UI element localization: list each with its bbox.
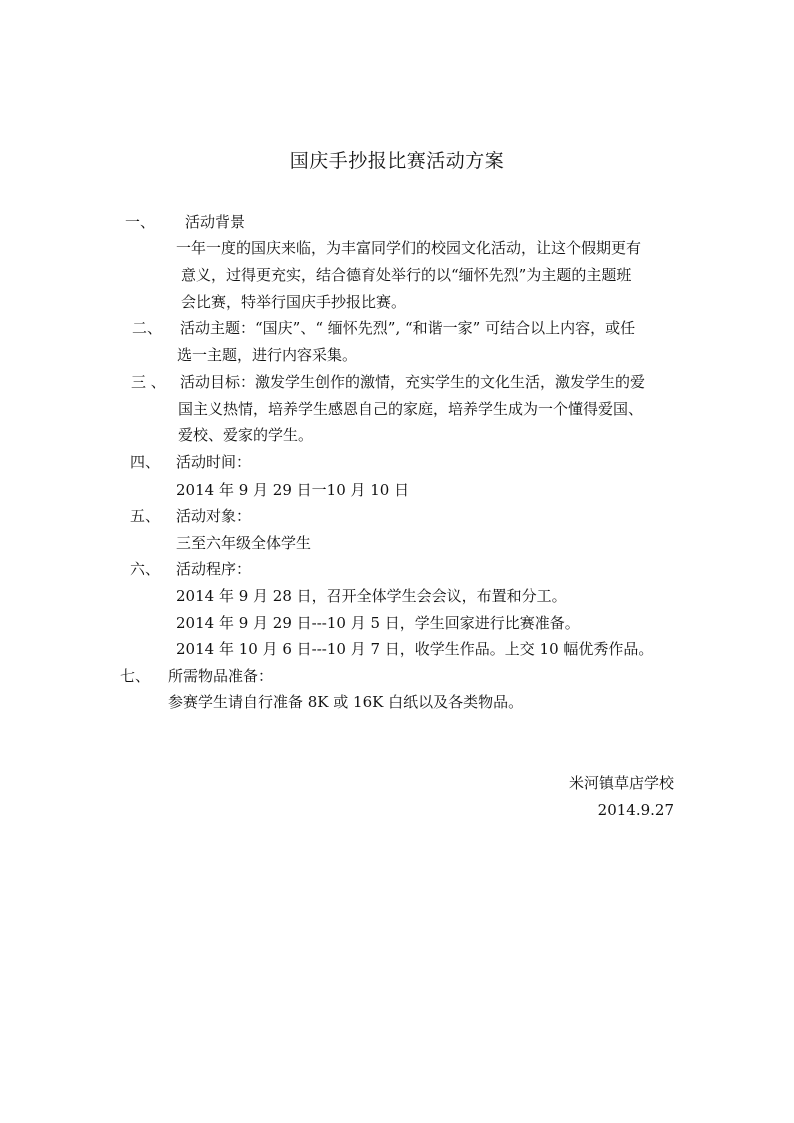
section-5-target: 三至六年级全体学生 (176, 534, 312, 552)
section-3-line-1: 活动目标：激发学生创作的激情，充实学生的文化生活，激发学生的爱 (180, 373, 646, 391)
section-7-number: 七、 (120, 667, 151, 685)
section-4-number: 四、 (130, 453, 161, 471)
section-1-heading: 活动背景 (185, 213, 246, 231)
document-title: 国庆手抄报比赛活动方案 (289, 150, 505, 172)
section-3-line-3: 爱校、爱家的学生。 (178, 426, 314, 444)
section-1-number: 一、 (125, 213, 156, 231)
signature-date: 2014.9.27 (597, 801, 674, 819)
section-1-line-1: 一年一度的国庆来临，为丰富同学们的校园文化活动，让这个假期更有 (176, 239, 642, 257)
section-7-detail: 参赛学生请自行准备 8K 或 16K 白纸以及各类物品。 (168, 693, 524, 711)
section-5-number: 五、 (130, 507, 161, 525)
section-4-heading: 活动时间： (176, 453, 252, 471)
section-3-number: 三 、 (131, 373, 166, 391)
section-2-number: 二、 (132, 319, 163, 337)
section-4-date: 2014 年 9 月 29 日一10 月 10 日 (176, 481, 410, 499)
section-6-heading: 活动程序： (176, 560, 252, 578)
section-2-line-2: 选一主题，进行内容采集。 (177, 346, 358, 364)
section-2-line-1: 活动主题：“国庆”、“ 缅怀先烈”, “和谐一家” 可结合以上内容，或任 (180, 319, 636, 337)
section-6-step-3: 2014 年 10 月 6 日---10 月 7 日，收学生作品。上交 10 幅优秀作品。 (176, 640, 654, 658)
section-1-line-3: 会比赛，特举行国庆手抄报比赛。 (181, 293, 407, 311)
section-6-step-2: 2014 年 9 月 29 日---10 月 5 日，学生回家进行比赛准备。 (176, 614, 580, 632)
section-6-step-1: 2014 年 9 月 28 日，召开全体学生会会议，布置和分工。 (176, 587, 567, 605)
section-6-number: 六、 (130, 560, 161, 578)
signature-school: 米河镇草店学校 (568, 774, 674, 792)
section-7-heading: 所需物品准备： (168, 667, 274, 685)
section-1-line-2: 意义，过得更充实，结合德育处举行的以“缅怀先烈”为主题的主题班 (181, 266, 632, 284)
section-3-line-2: 国主义热情，培养学生感恩自己的家庭，培养学生成为一个懂得爱国、 (178, 400, 644, 418)
section-5-heading: 活动对象： (176, 507, 252, 525)
